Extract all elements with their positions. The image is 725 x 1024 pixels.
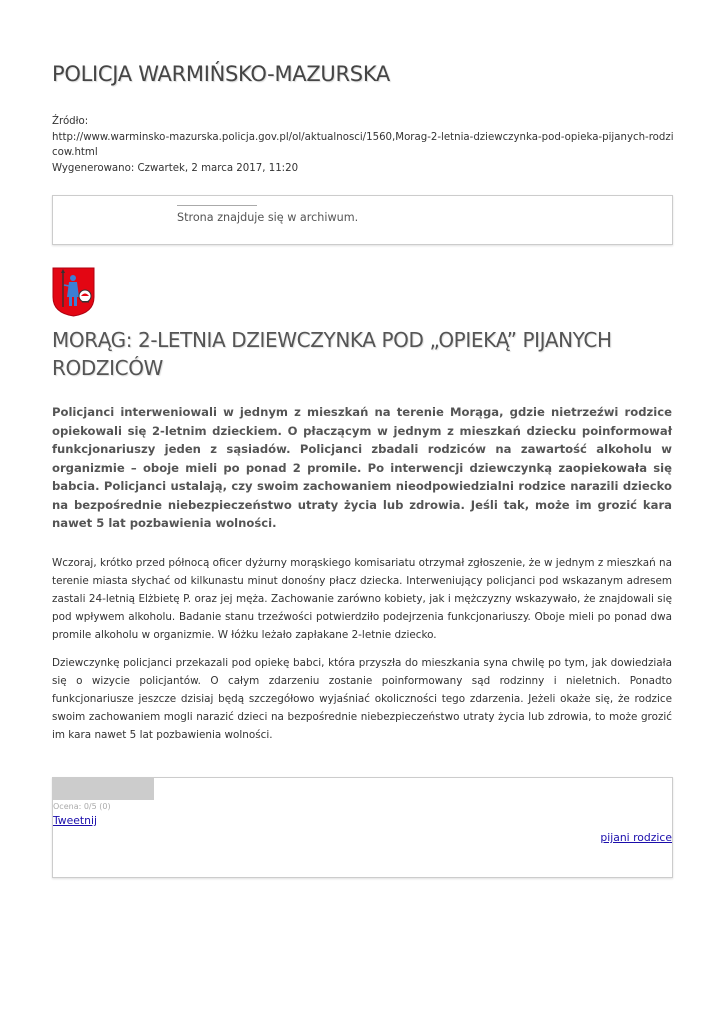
article-lead: Policjanci interweniowali w jednym z mieszkań na terenie Morąga, gdzie nietrzeźwi rodzice opiekowali się 2-letnim dzieckiem. O płaczącym w jednym z mieszkań dziecku poinformował funkcjonariuszy jeden z sąsiadów. Policjanci zbadali rodziców na zawartość alkoholu w organizmie – oboje mieli po ponad 2 promile. Po interwencji dziewczynką zaopiekowała się babcia. Policjanci ustalają, czy swoim zachowaniem nieodpowiedzialni rodzice narazili dziecko na bezpośrednie niebezpieczeństwo utraty życia lub zdrowia. Jeśli tak, może im grozić kara nawet 5 lat pozbawienia wolności.	[52, 405, 672, 530]
rating-text: Ocena: 0/5 (0)	[53, 802, 111, 811]
article-paragraph: Dziewczynkę policjanci przekazali pod opiekę babci, która przyszła do mieszkania syna chwilę po tym, jak dowiedziała się o wizycie policjantów. O całym zdarzeniu zostanie poinformowany sąd rodzinny i nieletnich. Ponadto funkcjonariusze jeszcze dzisiaj będą szczegółowo wyjaśniać okoliczności tego zdarzenia. Jeżeli okaże się, że rodzice swoim zachowaniem mogli narazić dzieci na bezpośrednie niebezpieczeństwo utraty życia lub zdrowia, to może grozić im kara nawet 5 lat pozbawienia wolności.	[52, 657, 672, 741]
article-footer	[52, 777, 673, 878]
archive-divider	[177, 205, 257, 206]
tweet-link[interactable]: Tweetnij	[53, 814, 97, 827]
tag-link[interactable]: pijani rodzice	[600, 831, 672, 844]
generated-date: Wygenerowano: Czwartek, 2 marca 2017, 11:20	[52, 162, 299, 174]
source-url: http://www.warminsko-mazurska.policja.gov.pl/ol/aktualnosci/1560,Morag-2-letnia-dziewczynka-pod-opieka-pijanych-rodzicow.html	[52, 131, 674, 158]
source-label: Źródło:	[52, 116, 89, 127]
archive-notice-box	[52, 195, 673, 245]
site-title: POLICJA WARMIŃSKO-MAZURSKA	[52, 62, 390, 86]
article-title: MORĄG: 2-LETNIA DZIEWCZYNKA POD „OPIEKĄ” PIJANYCH RODZICÓW	[52, 328, 612, 380]
article-paragraph: Wczoraj, krótko przed północą oficer dyżurny morąskiego komisariatu otrzymał zgłoszenie, że w jednym z mieszkań na terenie miasta słychać od kilkunastu minut donośny płacz dziecka. Interweniujący policjanci pod wskazanym adresem zastali 24-letnią Elżbietę P. oraz jej męża. Zachowanie zarówno kobiety, jak i mężczyzny wskazywało, że znajdowali się pod wpływem alkoholu. Badanie stanu trzeźwości potwierdziło podejrzenia funkcjonariuszy. Oboje mieli po ponad dwa promile alkoholu w organizmie. W łóżku leżało zapłakane 2-letnie dziecko.	[52, 557, 672, 641]
morag-coat-of-arms-icon	[52, 267, 95, 317]
archive-notice: Strona znajduje się w archiwum.	[177, 211, 359, 224]
document-meta	[52, 114, 677, 176]
rating-stars[interactable]	[53, 778, 154, 800]
